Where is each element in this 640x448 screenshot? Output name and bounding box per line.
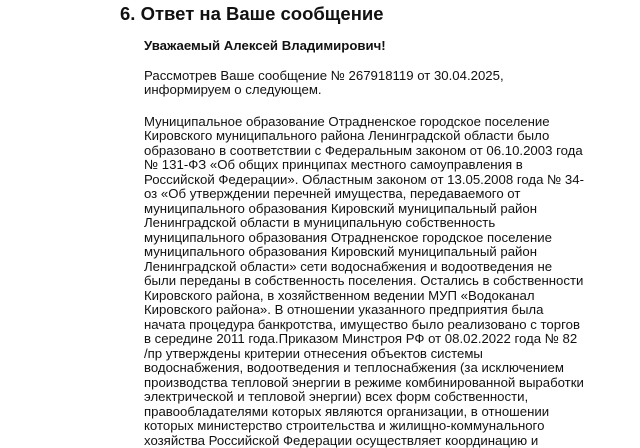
letter-greeting: Уважаемый Алексей Владимирович! [144,39,614,54]
paragraph-line: водоснабжения, водоотведения и теплоснабжения (за исключением [144,361,614,376]
paragraph-line: муниципального образования Кировский муниципальный район [144,202,614,217]
paragraph-line: правообладателями которых являются организации, в отношении [144,405,614,420]
paragraph-line: Муниципальное образование Отрадненское городское поселение [144,115,614,130]
intro-line: Рассмотрев Ваше сообщение № 267918119 от 30.04.2025, [144,69,614,84]
paragraph-line: Кировского района». В отношении указанного предприятия была [144,303,614,318]
paragraph-line: № 131-ФЗ «Об общих принципах местного самоуправления в [144,158,614,173]
section-heading: 6. Ответ на Ваше сообщение [120,3,384,25]
letter-main-paragraph [144,115,614,448]
paragraph-line: муниципального образования Кировский муниципальный район [144,245,614,260]
paragraph-line: электрической и тепловой энергии) всех форм собственности, [144,390,614,405]
paragraph-line: которых министерство строительства и жилищно-коммунального [144,419,614,434]
paragraph-line: образовано в соответствии с Федеральным законом от 06.10.2003 года [144,144,614,159]
paragraph-line: Российской Федерации». Областным законом от 13.05.2008 года № 34- [144,173,614,188]
paragraph-line: Кировского района, в хозяйственном ведении МУП «Водоканал [144,289,614,304]
paragraph-line: хозяйства Российской Федерации осуществляет координацию и [144,434,614,448]
paragraph-line: оз «Об утверждении перечней имущества, передаваемого от [144,187,614,202]
paragraph-line: начата процедура банкротства, имущество было реализовано с торгов [144,318,614,333]
paragraph-line: Ленинградской области» сети водоснабжения и водоотведения не [144,260,614,275]
paragraph-line: Кировского муниципального района Ленинградской области было [144,129,614,144]
intro-line: информируем о следующем. [144,83,614,98]
letter-intro [144,69,614,98]
paragraph-line: Ленинградской области в муниципальную собственность [144,216,614,231]
paragraph-line: /пр утверждены критерии отнесения объектов системы [144,347,614,362]
paragraph-line: в середине 2011 года.Приказом Минстроя РФ от 08.02.2022 года № 82 [144,332,614,347]
paragraph-line: муниципального образования Отрадненское городское поселение [144,231,614,246]
paragraph-line: были переданы в собственность поселения. Остались в собственности [144,274,614,289]
paragraph-line: производства тепловой энергии в режиме комбинированной выработки [144,376,614,391]
letter-body [144,39,614,448]
